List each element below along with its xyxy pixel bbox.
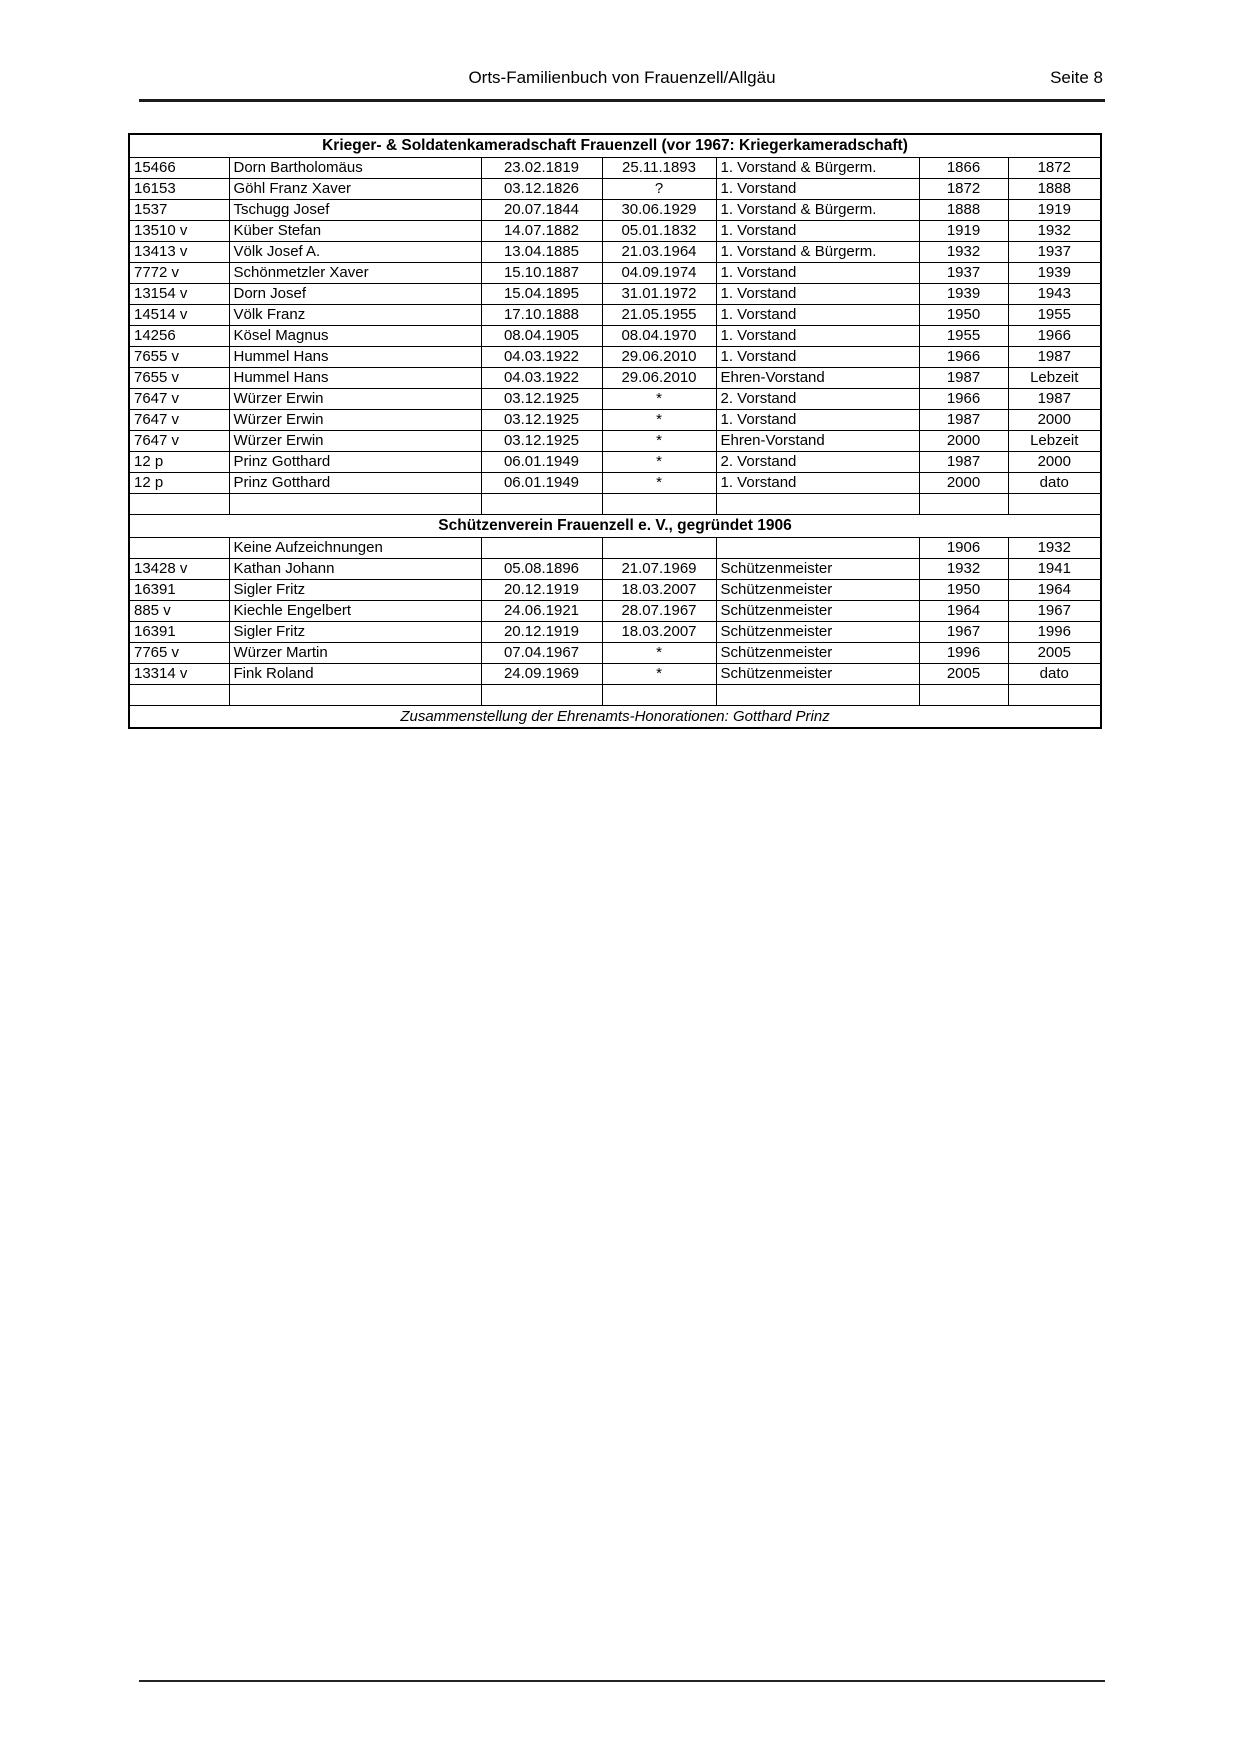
table-cell: * [602,431,716,452]
table-cell [716,685,919,706]
table-cell: 06.01.1949 [481,473,602,494]
table-cell: 16391 [129,580,229,601]
table-cell: 13428 v [129,559,229,580]
section-title: Krieger- & Soldatenkameradschaft Frauenzell (vor 1967: Kriegerkameradschaft) [129,134,1101,158]
table-cell: 28.07.1967 [602,601,716,622]
table-cell: 1872 [919,179,1008,200]
table-cell [129,538,229,559]
table-cell: 24.06.1921 [481,601,602,622]
table-cell: 13413 v [129,242,229,263]
table-cell: 05.08.1896 [481,559,602,580]
table-row [129,242,1101,263]
table-cell [602,494,716,515]
table-cell: 1. Vorstand [716,473,919,494]
table-cell: 12 p [129,473,229,494]
table-cell: Würzer Erwin [229,431,481,452]
table-cell: 2000 [1008,410,1101,431]
table-cell: * [602,410,716,431]
spacer-row [129,685,1101,706]
table-row [129,284,1101,305]
table-cell: 1966 [919,389,1008,410]
table-cell: 1888 [1008,179,1101,200]
table-cell: 20.07.1844 [481,200,602,221]
table-cell: 1967 [919,622,1008,643]
table-cell: 13510 v [129,221,229,242]
table-cell [481,494,602,515]
table-cell: Schützenmeister [716,601,919,622]
table-cell: 1937 [919,263,1008,284]
table-cell [716,494,919,515]
table-cell: 16153 [129,179,229,200]
table-cell: 1888 [919,200,1008,221]
table-cell: 1919 [1008,200,1101,221]
table-cell: * [602,473,716,494]
table-cell: Völk Franz [229,305,481,326]
table-cell: dato [1008,473,1101,494]
table-cell: Schützenmeister [716,559,919,580]
table-cell: 1939 [919,284,1008,305]
table-cell: 7765 v [129,643,229,664]
table-cell: 1987 [919,368,1008,389]
table-row [129,473,1101,494]
table-cell: Lebzeit [1008,431,1101,452]
table-cell [481,538,602,559]
table-cell: 31.01.1972 [602,284,716,305]
table-cell: 1932 [919,242,1008,263]
table-cell [1008,685,1101,706]
table-cell: 03.12.1925 [481,410,602,431]
table-cell: 17.10.1888 [481,305,602,326]
table-cell: Schönmetzler Xaver [229,263,481,284]
table-cell: 1. Vorstand & Bürgerm. [716,200,919,221]
table-row [129,410,1101,431]
table-cell: Völk Josef A. [229,242,481,263]
table-cell: 1964 [1008,580,1101,601]
table-cell: Ehren-Vorstand [716,431,919,452]
table-cell: 1. Vorstand [716,347,919,368]
page-number: Seite 8 [1050,68,1103,87]
table-cell: 21.03.1964 [602,242,716,263]
table-cell: 2000 [919,473,1008,494]
section-title-row [129,134,1101,158]
table-row [129,664,1101,685]
table-cell: 08.04.1905 [481,326,602,347]
table-cell: 06.01.1949 [481,452,602,473]
table-cell: 1943 [1008,284,1101,305]
table-row [129,200,1101,221]
table-cell: * [602,664,716,685]
table-cell: 1. Vorstand [716,263,919,284]
table-cell: Prinz Gotthard [229,473,481,494]
table-cell: Sigler Fritz [229,580,481,601]
table-cell: 1966 [919,347,1008,368]
table-cell: 1987 [919,410,1008,431]
table-cell: 30.06.1929 [602,200,716,221]
table-cell: 7772 v [129,263,229,284]
table-cell: 05.01.1832 [602,221,716,242]
table-cell: 7655 v [129,368,229,389]
table-cell: 07.04.1967 [481,643,602,664]
table-cell: 1932 [1008,538,1101,559]
table-cell: 1932 [1008,221,1101,242]
table-cell [129,494,229,515]
table-cell: 7647 v [129,410,229,431]
table-cell: 1955 [1008,305,1101,326]
table-cell: 1. Vorstand [716,305,919,326]
table-cell [602,538,716,559]
table-cell [1008,494,1101,515]
table-cell: 885 v [129,601,229,622]
table-cell: 1537 [129,200,229,221]
table-cell: 1955 [919,326,1008,347]
table-row [129,158,1101,179]
table-cell: 04.09.1974 [602,263,716,284]
table-cell [481,685,602,706]
table-cell: 14.07.1882 [481,221,602,242]
table-cell [716,538,919,559]
table-row [129,221,1101,242]
table-cell: 1919 [919,221,1008,242]
table-cell: 7647 v [129,431,229,452]
table-cell: 04.03.1922 [481,347,602,368]
table-cell: 2005 [1008,643,1101,664]
table-row [129,263,1101,284]
table-cell: 1. Vorstand [716,221,919,242]
table-cell: 1996 [1008,622,1101,643]
table-cell: 29.06.2010 [602,347,716,368]
table-cell: ? [602,179,716,200]
table-row [129,431,1101,452]
table-row [129,326,1101,347]
table-cell: 16391 [129,622,229,643]
table-cell: Sigler Fritz [229,622,481,643]
table-cell: 1. Vorstand [716,284,919,305]
table-cell: Schützenmeister [716,580,919,601]
table-cell: 14514 v [129,305,229,326]
section-title-row [129,515,1101,538]
table-cell: 7647 v [129,389,229,410]
table-cell: Dorn Bartholomäus [229,158,481,179]
table-cell [602,685,716,706]
table-cell: Lebzeit [1008,368,1101,389]
document-title: Orts-Familienbuch von Frauenzell/Allgäu [468,68,776,87]
table-row [129,601,1101,622]
table-cell: 2. Vorstand [716,452,919,473]
table-cell: 1950 [919,305,1008,326]
table-cell: * [602,643,716,664]
table-cell: Schützenmeister [716,643,919,664]
table-cell: * [602,389,716,410]
table-cell [229,685,481,706]
table-cell: 18.03.2007 [602,622,716,643]
table-cell: 1872 [1008,158,1101,179]
table-cell: 13154 v [129,284,229,305]
header-divider [139,99,1105,102]
table-cell: Ehren-Vorstand [716,368,919,389]
table-row [129,347,1101,368]
table-cell: 03.12.1925 [481,389,602,410]
table-row [129,389,1101,410]
table-cell: 23.02.1819 [481,158,602,179]
table-cell: 18.03.2007 [602,580,716,601]
table-cell: 1987 [1008,347,1101,368]
table-cell: 25.11.1893 [602,158,716,179]
table-cell: 14256 [129,326,229,347]
table-cell: 1932 [919,559,1008,580]
table-body [129,134,1101,728]
table-cell: 1950 [919,580,1008,601]
table-row [129,580,1101,601]
table-cell [229,494,481,515]
table-row [129,179,1101,200]
table-cell: 03.12.1925 [481,431,602,452]
table-cell: 29.06.2010 [602,368,716,389]
table-cell: 1966 [1008,326,1101,347]
table-cell: 1866 [919,158,1008,179]
table-cell: 1. Vorstand & Bürgerm. [716,242,919,263]
table-cell: Hummel Hans [229,368,481,389]
spacer-row [129,494,1101,515]
table-cell: Prinz Gotthard [229,452,481,473]
table-cell: Fink Roland [229,664,481,685]
table-cell: Küber Stefan [229,221,481,242]
table-cell: 12 p [129,452,229,473]
table-cell: 1941 [1008,559,1101,580]
table-row [129,305,1101,326]
table-cell: 03.12.1826 [481,179,602,200]
table-cell: 1996 [919,643,1008,664]
table-cell [919,685,1008,706]
table-cell: 1. Vorstand [716,179,919,200]
table-cell [129,685,229,706]
table-cell: Schützenmeister [716,664,919,685]
footer-divider [139,1680,1105,1682]
table-cell: 1964 [919,601,1008,622]
table-cell: Kathan Johann [229,559,481,580]
table-cell: 2005 [919,664,1008,685]
table-cell: 1937 [1008,242,1101,263]
table-cell: Dorn Josef [229,284,481,305]
table-cell: 1939 [1008,263,1101,284]
table-cell: Keine Aufzeichnungen [229,538,481,559]
table-cell: 2. Vorstand [716,389,919,410]
table-cell: Würzer Martin [229,643,481,664]
table-cell: 21.05.1955 [602,305,716,326]
table-cell: Würzer Erwin [229,389,481,410]
table-cell: 1. Vorstand [716,326,919,347]
table-cell: 1906 [919,538,1008,559]
table-cell: 15.10.1887 [481,263,602,284]
table-footer-row [129,706,1101,729]
table-footer: Zusammenstellung der Ehrenamts-Honorationen: Gotthard Prinz [129,706,1101,729]
table-cell: 7655 v [129,347,229,368]
section-title: Schützenverein Frauenzell e. V., gegründet 1906 [129,515,1101,538]
table-cell: 1. Vorstand [716,410,919,431]
family-book-table [128,133,1102,729]
table-row [129,643,1101,664]
table-cell: Tschugg Josef [229,200,481,221]
table-row [129,452,1101,473]
table-cell: Kösel Magnus [229,326,481,347]
table-row [129,622,1101,643]
table-cell: 20.12.1919 [481,580,602,601]
table-cell: 21.07.1969 [602,559,716,580]
table-cell: Hummel Hans [229,347,481,368]
table-cell: 15.04.1895 [481,284,602,305]
table-cell: 2000 [919,431,1008,452]
table-cell: * [602,452,716,473]
table-cell: Würzer Erwin [229,410,481,431]
table-cell: dato [1008,664,1101,685]
table-cell: 13.04.1885 [481,242,602,263]
table-cell: 08.04.1970 [602,326,716,347]
table-cell: Kiechle Engelbert [229,601,481,622]
table-row [129,538,1101,559]
table-row [129,368,1101,389]
table-cell: 15466 [129,158,229,179]
table-cell: Göhl Franz Xaver [229,179,481,200]
table-cell: 1987 [1008,389,1101,410]
table-cell: 20.12.1919 [481,622,602,643]
table-cell: 1. Vorstand & Bürgerm. [716,158,919,179]
table-cell: Schützenmeister [716,622,919,643]
table-cell: 24.09.1969 [481,664,602,685]
table-row [129,559,1101,580]
table-cell [919,494,1008,515]
table-cell: 13314 v [129,664,229,685]
table-cell: 1967 [1008,601,1101,622]
page-header [139,66,1105,90]
table-cell: 1987 [919,452,1008,473]
table-cell: 04.03.1922 [481,368,602,389]
table-cell: 2000 [1008,452,1101,473]
